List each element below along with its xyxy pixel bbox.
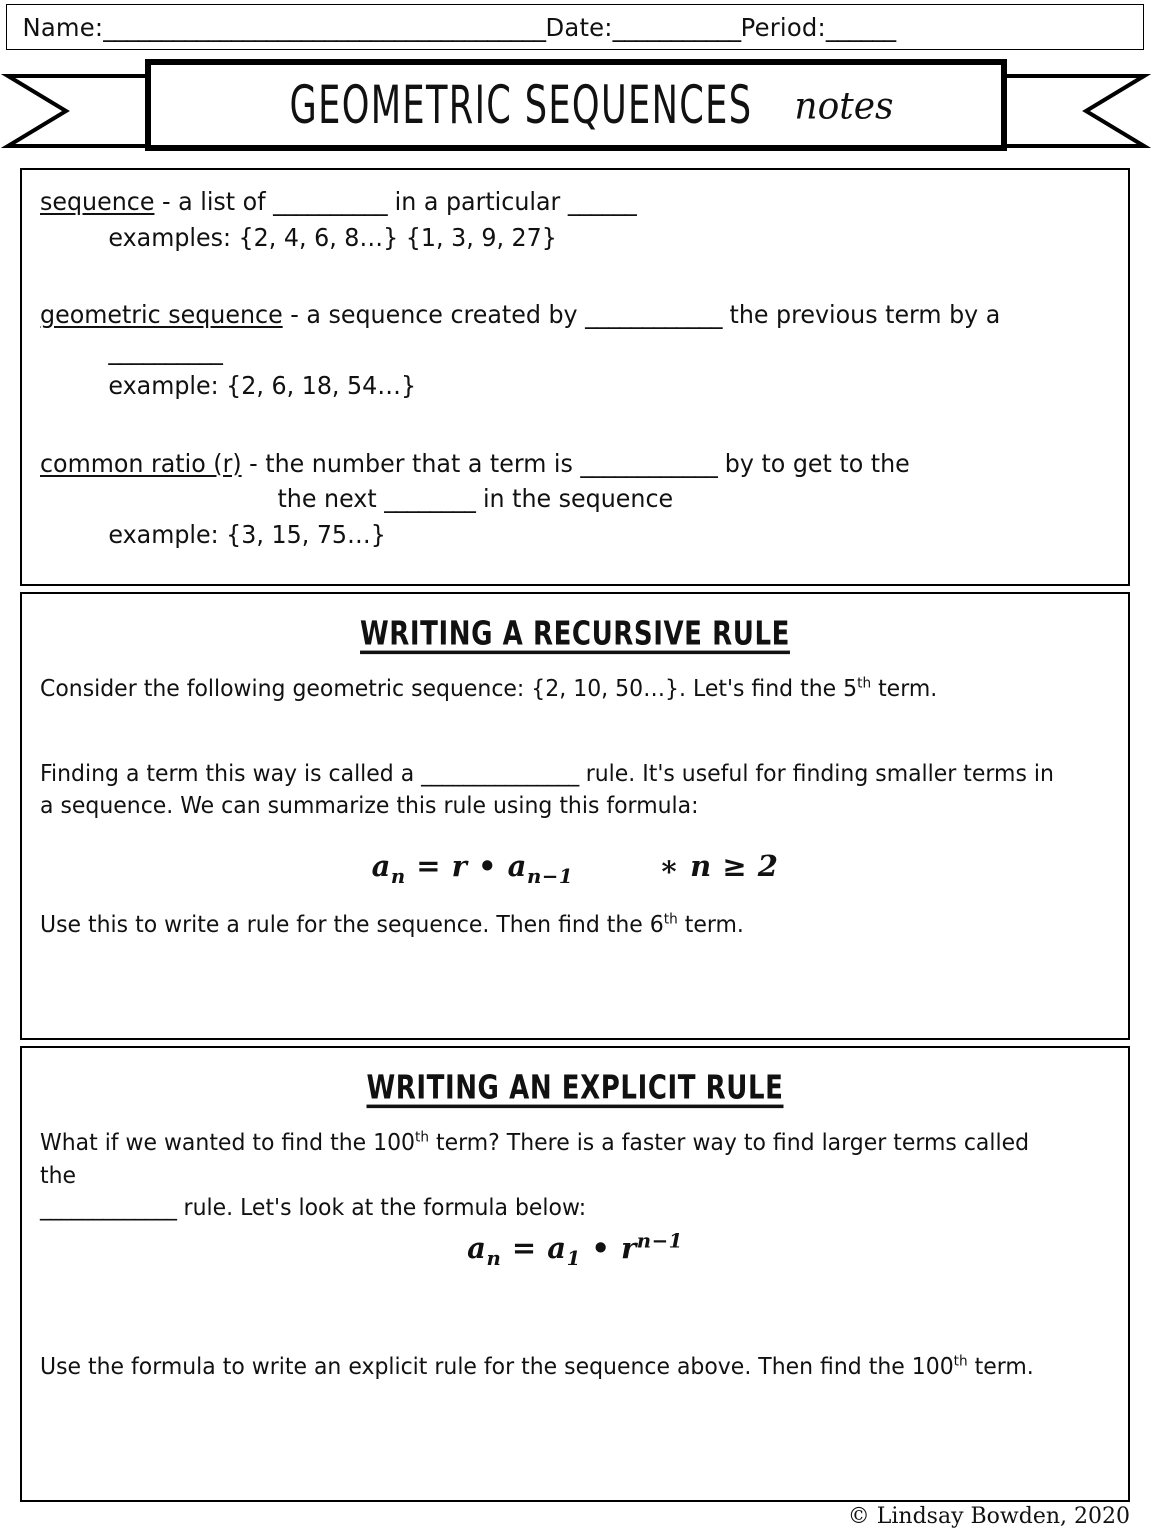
sequence-text-b: in a particular xyxy=(387,187,568,216)
student-info-line xyxy=(7,13,896,42)
recursive-formula-eq: = r • a xyxy=(405,848,527,883)
explicit-formula-eq: = a xyxy=(501,1230,567,1265)
definitions-section xyxy=(20,168,1130,586)
explicit-intro-a: What if we wanted to find the 100 xyxy=(40,1130,416,1156)
sequence-blank-1[interactable]: __________ xyxy=(273,187,388,216)
recursive-rule-section xyxy=(20,592,1130,1040)
common-ratio-line-2 xyxy=(40,481,1057,517)
name-blank[interactable]: ______________________________________ xyxy=(103,12,546,42)
sequence-examples: examples: {2, 4, 6, 8…} {1, 3, 9, 27} xyxy=(108,222,557,252)
common-ratio-text-c: the next xyxy=(277,484,385,513)
common-ratio-blank-1[interactable]: ____________ xyxy=(580,448,718,478)
explicit-rule-section xyxy=(20,1046,1130,1502)
date-blank[interactable]: ___________ xyxy=(612,12,741,42)
recursive-task-sup: th xyxy=(663,911,678,928)
recursive-intro xyxy=(40,673,1062,706)
recursive-task xyxy=(40,909,1062,942)
term-sequence: sequence xyxy=(40,187,155,216)
geometric-blank-2-line xyxy=(40,333,1057,369)
term-common-ratio: common ratio (r) xyxy=(40,448,242,478)
explicit-task-b: term. xyxy=(967,1353,1034,1380)
explicit-intro-c: rule. Let's look at the formula below: xyxy=(176,1195,587,1222)
recursive-para-a: Finding a term this way is called a xyxy=(40,760,422,787)
geometric-blank-1[interactable]: ____________ xyxy=(585,300,722,329)
explicit-formula-sup: n−1 xyxy=(636,1228,683,1253)
banner-center-panel xyxy=(148,62,1004,148)
banner-title-main: GEOMETRIC SEQUENCES xyxy=(290,75,753,137)
explicit-task-a: Use the formula to write an explicit rule for the sequence above. Then find the 100 xyxy=(40,1353,954,1380)
definition-sequence xyxy=(40,184,1057,220)
explicit-heading: WRITING AN EXPLICIT RULE xyxy=(366,1068,784,1107)
definition-geometric-sequence xyxy=(40,297,1057,333)
sequence-text-a: - a list of xyxy=(154,187,274,216)
explicit-blank[interactable]: _____________ xyxy=(40,1195,177,1222)
recursive-heading: WRITING A RECURSIVE RULE xyxy=(360,614,790,653)
ribbon-banner xyxy=(0,58,1152,154)
recursive-intro-b: term. xyxy=(871,676,938,702)
recursive-formula-note: ∗ n ≥ 2 xyxy=(659,848,779,883)
geometric-text-b: the previous term by a xyxy=(721,300,1001,329)
recursive-formula-sub: n xyxy=(390,863,406,888)
sequence-blank-2[interactable]: ______ xyxy=(567,187,637,216)
geometric-text-a: - a sequence created by xyxy=(282,300,586,329)
geometric-example: example: {2, 6, 18, 54…} xyxy=(108,371,417,400)
definition-common-ratio xyxy=(40,446,1057,482)
common-ratio-text-b: by to get to the xyxy=(717,448,910,478)
copyright-footer: © Lindsay Bowden, 2020 xyxy=(847,1504,1130,1529)
recursive-para-blank[interactable]: _______________ xyxy=(421,760,579,787)
explicit-formula xyxy=(40,1228,1110,1270)
recursive-paragraph xyxy=(40,758,1062,823)
student-info-bar xyxy=(6,4,1144,50)
recursive-formula xyxy=(40,848,1110,888)
recursive-task-a: Use this to write a rule for the sequence. Then find the 6 xyxy=(40,911,664,938)
explicit-task xyxy=(40,1351,1062,1384)
banner-title-script: notes xyxy=(794,84,894,128)
explicit-intro xyxy=(40,1127,1062,1192)
explicit-task-sup: th xyxy=(953,1353,968,1370)
recursive-intro-a: Consider the following geometric sequence: {2, 10, 50…}. Let's find the 5 xyxy=(40,676,858,702)
explicit-intro-sup: th xyxy=(415,1129,430,1146)
date-label: Date: xyxy=(545,12,613,42)
banner-left-tail xyxy=(8,76,148,146)
explicit-formula-sub: n xyxy=(486,1245,502,1270)
banner-right-tail xyxy=(1004,76,1144,146)
common-ratio-text-a: - the number that a term is xyxy=(241,448,581,478)
explicit-intro-b: term? There is a faster way to find larger terms called the xyxy=(40,1130,1030,1189)
explicit-formula-sub2: 1 xyxy=(566,1245,581,1270)
common-ratio-example: example: {3, 15, 75…} xyxy=(108,519,386,549)
recursive-task-b: term. xyxy=(677,911,744,938)
term-geometric-sequence: geometric sequence xyxy=(40,300,283,329)
recursive-formula-sub2: n−1 xyxy=(526,863,574,888)
explicit-formula-mult: • r xyxy=(580,1230,637,1265)
period-blank[interactable]: ______ xyxy=(825,12,896,42)
name-label: Name: xyxy=(22,12,104,42)
recursive-work-area[interactable] xyxy=(40,942,1110,1052)
explicit-formula-base: a xyxy=(467,1230,487,1265)
recursive-formula-base: a xyxy=(371,848,391,883)
geometric-blank-2[interactable]: __________ xyxy=(108,335,223,365)
common-ratio-blank-2[interactable]: ________ xyxy=(384,484,476,513)
explicit-intro-line2 xyxy=(40,1192,1062,1225)
recursive-para-b: rule. It's useful for finding smaller terms in a sequence. We can summarize this rule using this formula: xyxy=(40,760,1054,820)
recursive-intro-sup: th xyxy=(857,675,872,692)
period-label: Period: xyxy=(740,12,826,42)
common-ratio-text-d: in the sequence xyxy=(475,484,674,513)
